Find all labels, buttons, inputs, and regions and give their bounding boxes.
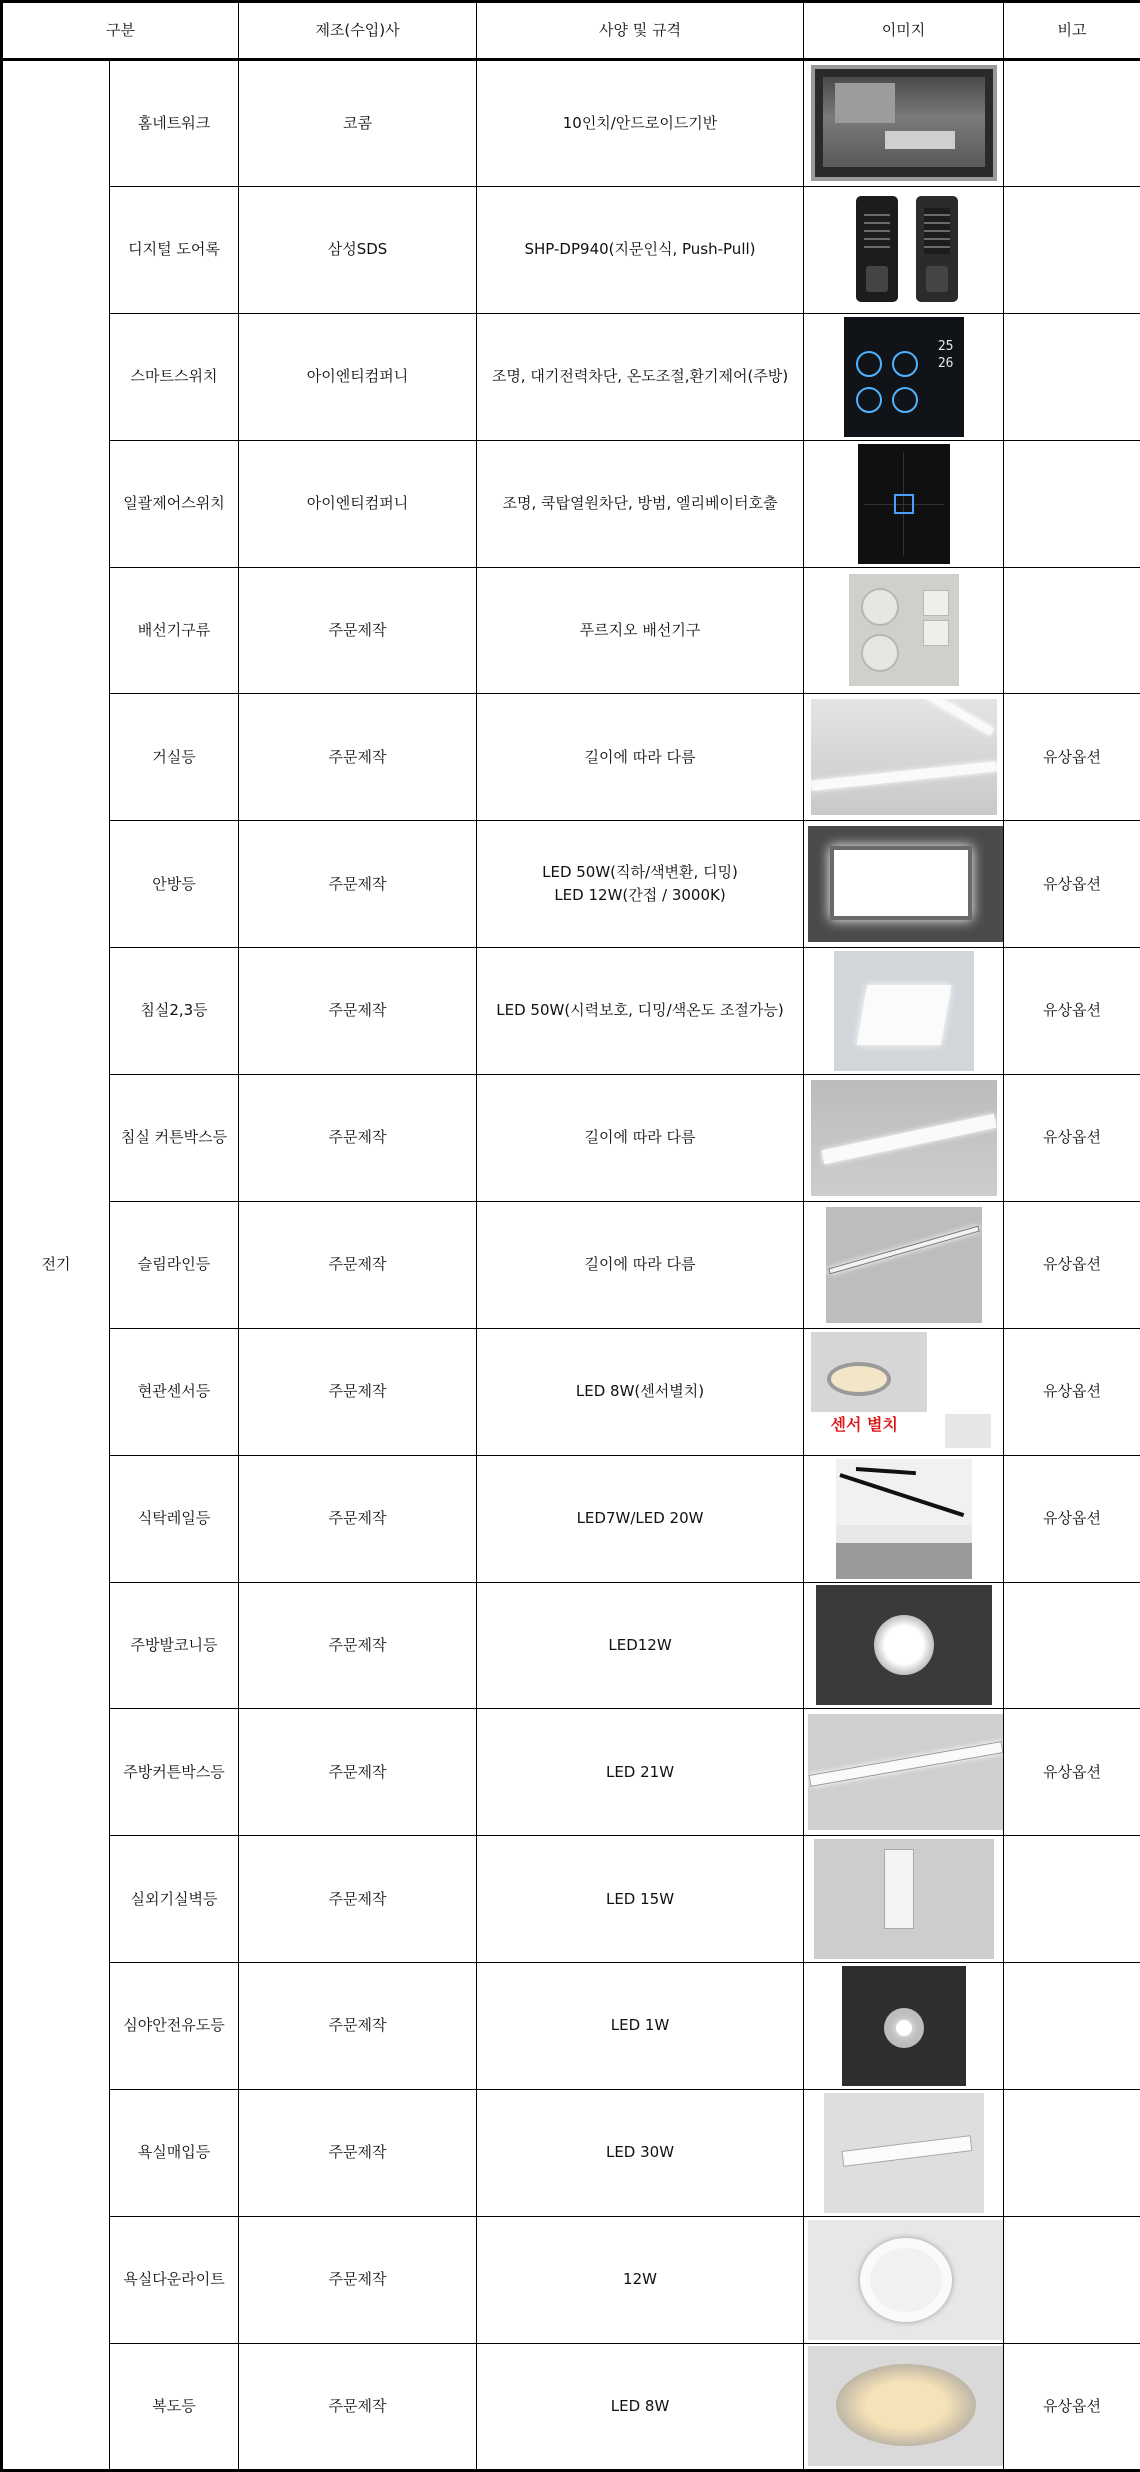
header-image: 이미지 — [804, 2, 1004, 60]
item-name: 심야안전유도등 — [110, 1963, 239, 2090]
spec: LED 50W(시력보호, 디밍/색온도 조절가능) — [477, 948, 804, 1075]
image-cell — [804, 60, 1004, 187]
table-row — [2, 1836, 1140, 1963]
spec: LED 1W — [477, 1963, 804, 2090]
header-note: 비고 — [1004, 2, 1140, 60]
item-name: 스마트스위치 — [110, 313, 239, 440]
header-category: 구분 — [2, 2, 239, 60]
image-cell — [804, 2090, 1004, 2217]
table-row — [2, 60, 1140, 187]
note: 유상옵션 — [1004, 1455, 1140, 1582]
item-name: 욕실다운라이트 — [110, 2216, 239, 2343]
table-row — [2, 948, 1140, 1075]
entrance-sensor-light-image — [811, 1332, 997, 1452]
header-row — [2, 2, 1140, 60]
spec: 조명, 쿡탑열원차단, 방범, 엘리베이터호출 — [477, 440, 804, 567]
note — [1004, 186, 1140, 313]
kitchen-balcony-light-image — [816, 1585, 992, 1705]
maker: 주문제작 — [239, 1075, 477, 1202]
table-row — [2, 1075, 1140, 1202]
table-row — [2, 2090, 1140, 2217]
living-room-light-image — [811, 699, 997, 815]
image-cell — [804, 567, 1004, 694]
item-name: 배선기구류 — [110, 567, 239, 694]
note: 유상옵션 — [1004, 1201, 1140, 1328]
maker: 주문제작 — [239, 1328, 477, 1455]
note — [1004, 2090, 1140, 2217]
maker: 주문제작 — [239, 694, 477, 821]
spec: 길이에 따라 다름 — [477, 694, 804, 821]
table-row — [2, 440, 1140, 567]
header-spec: 사양 및 규격 — [477, 2, 804, 60]
note — [1004, 567, 1140, 694]
item-name: 침실 커튼박스등 — [110, 1075, 239, 1202]
note: 유상옵션 — [1004, 1709, 1140, 1836]
maker: 주문제작 — [239, 2090, 477, 2217]
maker: 주문제작 — [239, 821, 477, 948]
smart-switch-image — [844, 317, 964, 437]
item-name: 홈네트워크 — [110, 60, 239, 187]
group-label: 전기 — [2, 60, 110, 2471]
note — [1004, 60, 1140, 187]
spec: 조명, 대기전력차단, 온도조절,환기제어(주방) — [477, 313, 804, 440]
spec: LED 8W(센서별치) — [477, 1328, 804, 1455]
image-cell — [804, 440, 1004, 567]
item-name: 슬림라인등 — [110, 1201, 239, 1328]
image-cell — [804, 313, 1004, 440]
maker: 아이엔티컴퍼니 — [239, 313, 477, 440]
spec-line-2: LED 12W(간접 / 3000K) — [481, 884, 799, 907]
curtain-box-light-image — [811, 1080, 997, 1196]
maker: 주문제작 — [239, 1836, 477, 1963]
spec: SHP-DP940(지문인식, Push-Pull) — [477, 186, 804, 313]
master-bedroom-light-image — [808, 826, 1004, 942]
note: 유상옵션 — [1004, 2343, 1140, 2470]
spec — [477, 821, 804, 948]
note: 유상옵션 — [1004, 948, 1140, 1075]
item-name: 거실등 — [110, 694, 239, 821]
table-row — [2, 1455, 1140, 1582]
note: 유상옵션 — [1004, 1075, 1140, 1202]
item-name: 디지털 도어록 — [110, 186, 239, 313]
spec: LED 21W — [477, 1709, 804, 1836]
maker: 주문제작 — [239, 1455, 477, 1582]
image-cell — [804, 1328, 1004, 1455]
note — [1004, 313, 1140, 440]
switch-temp-1: 25 — [938, 339, 954, 356]
item-name: 침실2,3등 — [110, 948, 239, 1075]
item-name: 실외기실벽등 — [110, 1836, 239, 1963]
maker: 주문제작 — [239, 1709, 477, 1836]
bedroom-light-image — [834, 951, 974, 1071]
note — [1004, 440, 1140, 567]
note — [1004, 2216, 1140, 2343]
master-switch-image — [858, 444, 950, 564]
door-lock-image — [842, 190, 966, 310]
table-row — [2, 2216, 1140, 2343]
note — [1004, 1836, 1140, 1963]
maker: 주문제작 — [239, 1963, 477, 2090]
note: 유상옵션 — [1004, 821, 1140, 948]
table-row — [2, 186, 1140, 313]
table-row — [2, 1582, 1140, 1709]
header-maker: 제조(수입)사 — [239, 2, 477, 60]
image-cell — [804, 1201, 1004, 1328]
table-row — [2, 313, 1140, 440]
spec: LED7W/LED 20W — [477, 1455, 804, 1582]
night-guide-light-image — [842, 1966, 966, 2086]
maker: 주문제작 — [239, 1582, 477, 1709]
image-cell — [804, 694, 1004, 821]
maker: 주문제작 — [239, 2216, 477, 2343]
item-name: 식탁레일등 — [110, 1455, 239, 1582]
maker: 삼성SDS — [239, 186, 477, 313]
spec: 길이에 따라 다름 — [477, 1075, 804, 1202]
spec: 10인치/안드로이드기반 — [477, 60, 804, 187]
image-cell — [804, 1075, 1004, 1202]
note — [1004, 1963, 1140, 2090]
image-cell — [804, 821, 1004, 948]
table-row — [2, 821, 1140, 948]
table-row — [2, 1709, 1140, 1836]
maker: 주문제작 — [239, 948, 477, 1075]
corridor-light-image — [808, 2346, 1004, 2466]
image-cell — [804, 1455, 1004, 1582]
spec: 12W — [477, 2216, 804, 2343]
home-network-panel-image — [811, 65, 997, 181]
item-name: 안방등 — [110, 821, 239, 948]
item-name: 현관센서등 — [110, 1328, 239, 1455]
outlet-image — [849, 574, 959, 686]
switch-temp-2: 26 — [938, 356, 954, 373]
spec: LED 30W — [477, 2090, 804, 2217]
note: 유상옵션 — [1004, 1328, 1140, 1455]
spec: LED12W — [477, 1582, 804, 1709]
spec-line-1: LED 50W(직하/색변환, 디밍) — [481, 861, 799, 884]
image-cell — [804, 1709, 1004, 1836]
image-cell — [804, 2343, 1004, 2470]
table-row — [2, 694, 1140, 821]
spec: LED 8W — [477, 2343, 804, 2470]
item-name: 주방커튼박스등 — [110, 1709, 239, 1836]
image-cell — [804, 948, 1004, 1075]
kitchen-curtain-box-light-image — [808, 1714, 1004, 1830]
item-name: 욕실매입등 — [110, 2090, 239, 2217]
outdoor-unit-wall-light-image — [814, 1839, 994, 1959]
table-row — [2, 1201, 1140, 1328]
note — [1004, 1582, 1140, 1709]
spec: 길이에 따라 다름 — [477, 1201, 804, 1328]
table-row — [2, 2343, 1140, 2470]
maker: 코콤 — [239, 60, 477, 187]
sensor-label: 센서 별치 — [831, 1413, 898, 1438]
note: 유상옵션 — [1004, 694, 1140, 821]
maker: 주문제작 — [239, 567, 477, 694]
image-cell — [804, 1836, 1004, 1963]
bathroom-downlight-image — [808, 2220, 1004, 2340]
image-cell — [804, 1582, 1004, 1709]
image-cell — [804, 186, 1004, 313]
image-cell — [804, 2216, 1004, 2343]
table-row — [2, 1328, 1140, 1455]
maker: 주문제작 — [239, 1201, 477, 1328]
dining-rail-light-image — [836, 1459, 972, 1579]
maker: 아이엔티컴퍼니 — [239, 440, 477, 567]
table-row — [2, 567, 1140, 694]
slim-line-light-image — [826, 1207, 982, 1323]
maker: 주문제작 — [239, 2343, 477, 2470]
item-name: 복도등 — [110, 2343, 239, 2470]
item-name: 일괄제어스위치 — [110, 440, 239, 567]
spec: 푸르지오 배선기구 — [477, 567, 804, 694]
table-row — [2, 1963, 1140, 2090]
bathroom-recessed-light-image — [824, 2093, 984, 2213]
image-cell — [804, 1963, 1004, 2090]
spec: LED 15W — [477, 1836, 804, 1963]
item-name: 주방발코니등 — [110, 1582, 239, 1709]
